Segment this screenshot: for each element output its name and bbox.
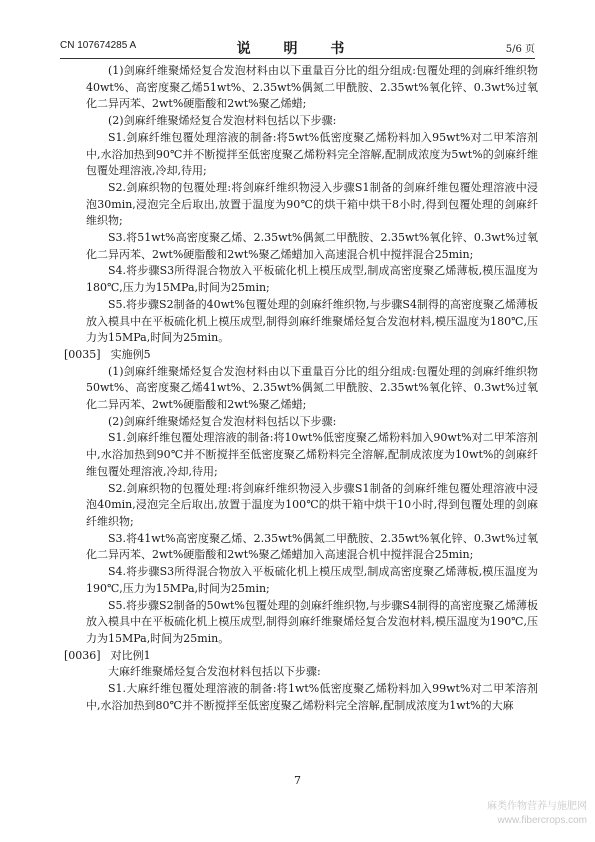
paragraph: (2)剑麻纤维聚烯烃复合发泡材料包括以下步骤: [108, 114, 337, 128]
paragraph: (1)剑麻纤维聚烯烃复合发泡材料由以下重量百分比的组分组成:包覆处理的剑麻纤维织物40wt%、高密度聚乙烯51wt%、2.35wt%偶氮二甲酰胺、2.35wt%氧化锌、0.3wt%过氧化二异丙苯、2wt%硬脂酸和2wt%聚乙烯蜡; [86, 64, 538, 111]
paragraph: S2.剑麻织物的包覆处理:将剑麻纤维织物浸入步骤S1制备的剑麻纤维包覆处理溶液中浸泡30min,浸泡完全后取出,放置于温度为90℃的烘干箱中烘干8小时,得到包覆处理的剑麻纤维织物; [86, 180, 538, 228]
paragraph: S1.大麻纤维包覆处理溶液的制备:将1wt%低密度聚乙烯粉料加入99wt%对二甲苯溶剂中,水浴加热到80℃并不断搅拌至低密度聚乙烯粉料完全溶解,配制成浓度为1wt%的大麻 [86, 682, 538, 712]
page-number: 7 [294, 774, 301, 787]
page-indicator: 5/6 页 [505, 44, 535, 55]
paragraph-heading [64, 347, 538, 364]
watermark-url: www.fibercrops.com [497, 815, 587, 826]
paragraph: (2)剑麻纤维聚烯烃复合发泡材料包括以下步骤: [108, 414, 337, 428]
section-title: 实施例5 [110, 347, 151, 361]
paragraph: S5.将步骤S2制备的40wt%包覆处理的剑麻纤维织物,与步骤S4制得的高密度聚乙烯薄板放入模具中在平板硫化机上模压成型,制得剑麻纤维聚烯烃复合发泡材料,模压温度为180℃,压力为15MPa,时间为25min。 [86, 297, 538, 345]
paragraph: S4.将步骤S3所得混合物放入平板硫化机上模压成型,制成高密度聚乙烯薄板,模压温度为180℃,压力为15MPa,时间为25min; [86, 264, 538, 295]
paragraph: S1.剑麻纤维包覆处理溶液的制备:将10wt%低密度聚乙烯粉料加入90wt%对二甲苯溶剂中,水浴加热到90℃并不断搅拌至低密度聚乙烯粉料完全溶解,配制成浓度为10wt%的剑麻纤维包覆处理溶液,冷却,待用; [86, 431, 538, 478]
paragraph: 大麻纤维聚烯烃复合发泡材料包括以下步骤: [108, 665, 321, 679]
paragraph-heading [64, 648, 538, 665]
paragraph-number: [0036] [64, 648, 101, 662]
paragraph: S5.将步骤S2制备的50wt%包覆处理的剑麻纤维织物,与步骤S4制得的高密度聚乙烯薄板放入模具中在平板硫化机上模压成型,制得剑麻纤维聚烯烃复合发泡材料,模压温度为190℃,压力为15MPa,时间为25min。 [86, 598, 538, 645]
watermark [487, 800, 587, 828]
paragraph: S1.剑麻纤维包覆处理溶液的制备:将5wt%低密度聚乙烯粉料加入95wt%对二甲苯溶剂中,水浴加热到90℃并不断搅拌至低密度聚乙烯粉料完全溶解,配制成浓度为5wt%的剑麻纤维包覆处理溶液,冷却,待用; [86, 130, 538, 178]
watermark-title: 麻类作物营养与施肥网 [487, 801, 587, 812]
paragraph: S3.将51wt%高密度聚乙烯、2.35wt%偶氮二甲酰胺、2.35wt%氧化锌、0.3wt%过氧化二异丙苯、2wt%硬脂酸和2wt%聚乙烯蜡加入高速混合机中搅拌混合25min; [86, 231, 538, 261]
paragraph: S2.剑麻织物的包覆处理:将剑麻纤维织物浸入步骤S1制备的剑麻纤维包覆处理溶液中浸泡40min,浸泡完全后取出,放置于温度为100℃的烘干箱中烘干10小时,得到包覆处理的剑麻纤维织物; [86, 481, 538, 528]
document-title: 说 明 书 [236, 41, 359, 57]
header-rule [60, 58, 535, 59]
section-title: 对比例1 [110, 648, 151, 662]
paragraph: S3.将41wt%高密度聚乙烯、2.35wt%偶氮二甲酰胺、2.35wt%氧化锌、0.3wt%过氧化二异丙苯、2wt%硬脂酸和2wt%聚乙烯蜡加入高速混合机中搅拌混合25min; [86, 531, 538, 562]
paragraph: S4.将步骤S3所得混合物放入平板硫化机上模压成型,制成高密度聚乙烯薄板,模压温度为190℃,压力为15MPa,时间为25min; [86, 565, 538, 595]
document-body [64, 63, 538, 714]
paragraph-number: [0035] [64, 347, 101, 361]
paragraph: (1)剑麻纤维聚烯烃复合发泡材料由以下重量百分比的组分组成:包覆处理的剑麻纤维织物50wt%、高密度聚乙烯41wt%、2.35wt%偶氮二甲酰胺、2.35wt%氧化锌、0.3wt%过氧化二异丙苯、2wt%硬脂酸和2wt%聚乙烯蜡; [86, 364, 538, 412]
page-header [60, 38, 535, 56]
publication-number: CN 107674285 A [60, 40, 137, 51]
